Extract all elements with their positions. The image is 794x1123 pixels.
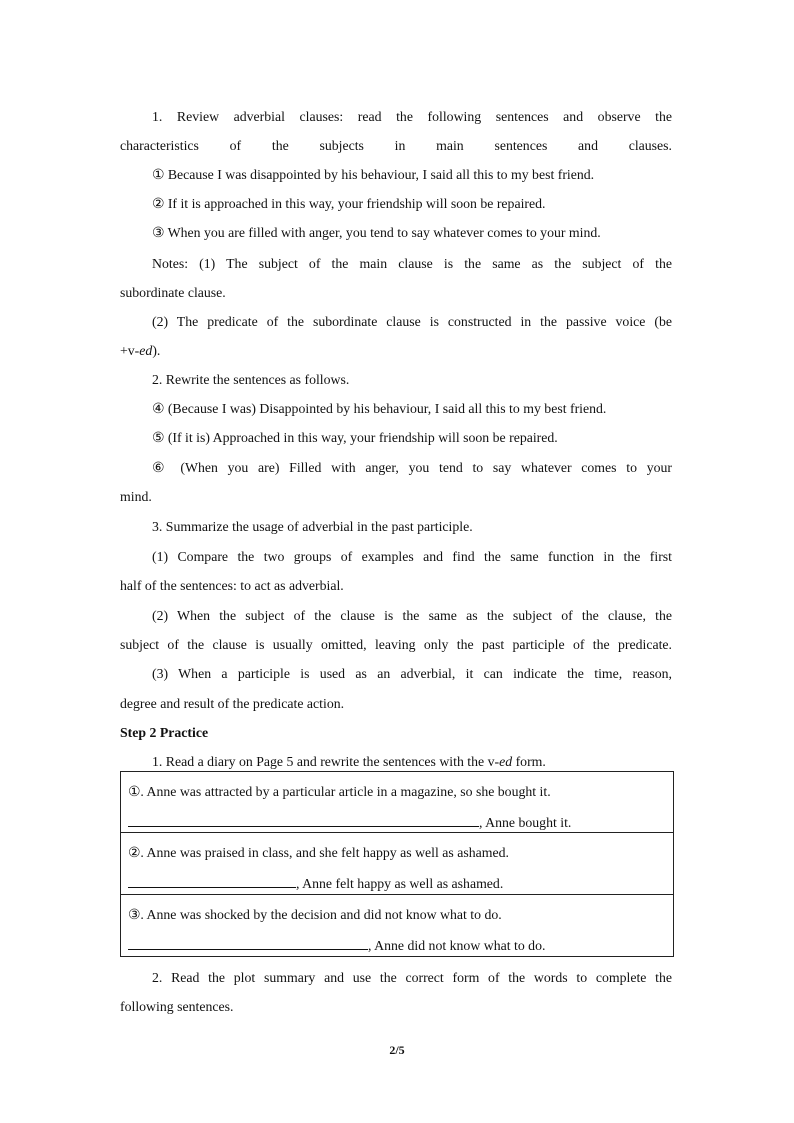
summary-3-line-2: degree and result of the predicate action. (120, 696, 345, 711)
section-heading-step-2: Step 2 Practice (120, 725, 209, 740)
answer-blank[interactable] (128, 936, 368, 950)
rewrite-instruction: 2. Rewrite the sentences as follows. (152, 372, 350, 387)
example-sentence-6-line-2: mind. (120, 489, 152, 504)
example-sentence-6-line-1: ⑥ (When you are) Filled with anger, you tend to say whatever comes to your (152, 460, 672, 475)
notes-line-1: Notes: (1) The subject of the main clause is the same as the subject of the (152, 256, 672, 271)
plot-instruction-line-2: following sentences. (120, 999, 234, 1014)
note-2-line-2: +v-ed). (120, 343, 161, 358)
summary-1-line-1: (1) Compare the two groups of examples and find the same function in the first (152, 549, 672, 564)
summarize-instruction: 3. Summarize the usage of adverbial in the past participle. (152, 519, 473, 534)
practice-cell (121, 833, 674, 895)
page-number: 2/5 (389, 1043, 405, 1057)
answer-blank[interactable] (128, 874, 296, 888)
summary-2-line-2: subject of the clause is usually omitted, leaving only the past participle of the predicate. (120, 637, 672, 652)
summary-2-line-1: (2) When the subject of the clause is the same as the subject of the clause, the (152, 608, 672, 623)
practice-row (121, 895, 674, 957)
note-2-line-1: (2) The predicate of the subordinate clause is constructed in the passive voice (be (152, 314, 672, 329)
practice-sentence: ③. Anne was shocked by the decision and did not know what to do. (128, 907, 502, 922)
practice-row (121, 772, 674, 833)
answer-completion: , Anne bought it. (479, 815, 572, 830)
answer-line (128, 862, 673, 893)
example-sentence-4: ④ (Because I was) Disappointed by his behaviour, I said all this to my best friend. (152, 401, 607, 416)
answer-line (128, 924, 673, 955)
plot-instruction-line-1: 2. Read the plot summary and use the correct form of the words to complete the (152, 970, 672, 985)
summary-1-line-2: half of the sentences: to act as adverbial. (120, 578, 344, 593)
example-sentence-5: ⑤ (If it is) Approached in this way, your friendship will soon be repaired. (152, 430, 558, 445)
practice-sentence: ②. Anne was praised in class, and she felt happy as well as ashamed. (128, 845, 509, 860)
example-sentence-3: ③ When you are filled with anger, you tend to say whatever comes to your mind. (152, 225, 601, 240)
practice-instruction: 1. Read a diary on Page 5 and rewrite the sentences with the v-ed form. (152, 754, 546, 769)
summary-3-line-1: (3) When a participle is used as an adverbial, it can indicate the time, reason, (152, 666, 672, 681)
review-instruction-line-2: characteristics of the subjects in main sentences and clauses. (120, 138, 672, 153)
answer-blank[interactable] (128, 813, 479, 827)
answer-completion: , Anne did not know what to do. (368, 938, 546, 953)
example-sentence-2: ② If it is approached in this way, your friendship will soon be repaired. (152, 196, 546, 211)
practice-sentence: ①. Anne was attracted by a particular article in a magazine, so she bought it. (128, 784, 551, 799)
notes-line-2: subordinate clause. (120, 285, 226, 300)
example-sentence-1: ① Because I was disappointed by his behaviour, I said all this to my best friend. (152, 167, 595, 182)
answer-line (128, 801, 673, 832)
answer-completion: , Anne felt happy as well as ashamed. (296, 876, 504, 891)
practice-table (120, 771, 674, 957)
review-instruction-line-1: 1. Review adverbial clauses: read the following sentences and observe the (152, 109, 672, 124)
practice-row (121, 833, 674, 895)
practice-cell (121, 772, 674, 833)
practice-cell (121, 895, 674, 957)
